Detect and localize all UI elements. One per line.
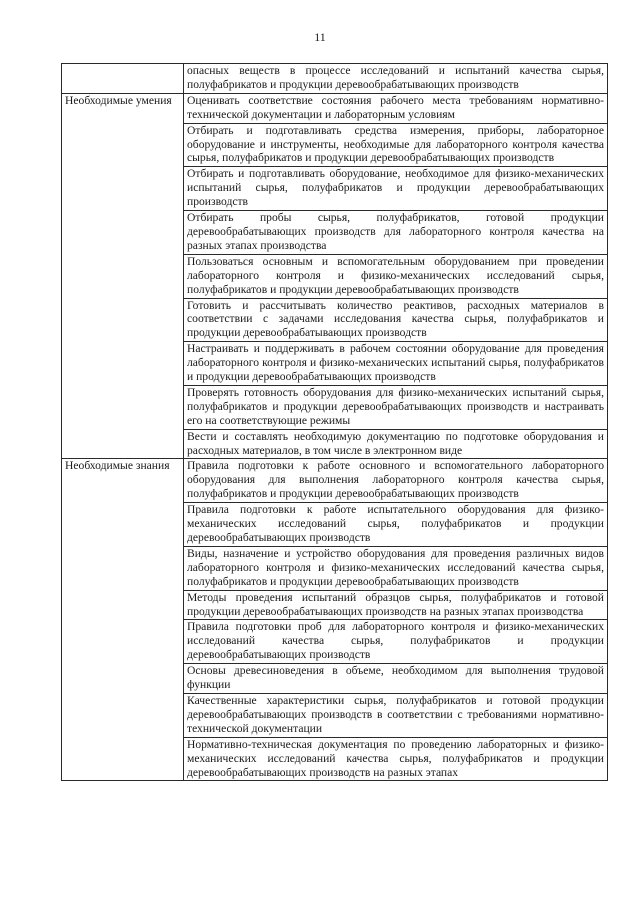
table-cell: опасных веществ в процессе исследований и испытаний качества сырья, полуфабрикатов и продукции деревообрабатывающих производств (184, 64, 608, 94)
page-number: 11 (314, 30, 326, 44)
table-cell: Оценивать соответствие состояния рабочего места требованиям нормативно-технической документации и лабораторным условиям (184, 93, 608, 123)
table-cell: Качественные характеристики сырья, полуфабрикатов и готовой продукции деревообрабатывающих производств в соответствии с требованиями нормативно-технической документации (184, 693, 608, 737)
label-cell-empty (62, 64, 184, 94)
table-row (62, 459, 608, 503)
table-cell: Отбирать и подготавливать средства измерения, приборы, лабораторное оборудование и инструменты, необходимые для лабораторного контроля качества сырья, полуфабрикатов и продукции деревообрабатывающих производств (184, 123, 608, 167)
table-cell: Виды, назначение и устройство оборудования для проведения различных видов лабораторного контроля и физико-механических исследований качества сырья, полуфабрикатов и продукции деревообрабатывающих производств (184, 546, 608, 590)
label-necessary-skills: Необходимые умения (62, 93, 184, 459)
table-cell: Отбирать пробы сырья, полуфабрикатов, готовой продукции деревообрабатывающих производств для лабораторного контроля качества на разных этапах производства (184, 211, 608, 255)
table-cell: Правила подготовки к работе основного и вспомогательного лабораторного оборудования для выполнения лабораторного контроля качества сырья, полуфабрикатов и продукции деревообрабатывающих производств (184, 459, 608, 503)
table-cell: Готовить и рассчитывать количество реактивов, расходных материалов в соответствии с задачами исследования качества сырья, полуфабрикатов и продукции деревообрабатывающих производств (184, 298, 608, 342)
table-cell: Отбирать и подготавливать оборудование, необходимое для физико-механических испытаний сырья, полуфабрикатов и продукции деревообрабатывающих производств (184, 167, 608, 211)
requirements-table (61, 63, 608, 781)
label-necessary-knowledge: Необходимые знания (62, 459, 184, 781)
table-cell: Вести и составлять необходимую документацию по подготовке оборудования и расходных материалов, в том числе в электронном виде (184, 429, 608, 459)
table-cell: Пользоваться основным и вспомогательным оборудованием при проведении лабораторного контроля и физико-механических исследований сырья, полуфабрикатов и продукции деревообрабатывающих производств (184, 254, 608, 298)
table-cell: Основы древесиноведения в объеме, необходимом для выполнения трудовой функции (184, 664, 608, 694)
table-cell: Правила подготовки к работе испытательного оборудования для физико-механических исследований сырья, полуфабрикатов и продукции деревообрабатывающих производств (184, 503, 608, 547)
table-cell: Методы проведения испытаний образцов сырья, полуфабрикатов и готовой продукции деревообрабатывающих производств на разных этапах производства (184, 590, 608, 620)
table-cell: Нормативно-техническая документация по проведению лабораторных и физико-механических исследований качества сырья, полуфабрикатов и продукции деревообрабатывающих производств на разных этапах (184, 737, 608, 781)
table-row (62, 64, 608, 94)
table-cell: Настраивать и поддерживать в рабочем состоянии оборудование для проведения лабораторного контроля и физико-механических испытаний сырья, полуфабрикатов и продукции деревообрабатывающих производств (184, 342, 608, 386)
table-cell: Проверять готовность оборудования для физико-механических испытаний сырья, полуфабрикатов и продукции деревообрабатывающих производств и настраивать его на соответствующие режимы (184, 385, 608, 429)
table-row (62, 93, 608, 123)
table-cell: Правила подготовки проб для лабораторного контроля и физико-механических исследований качества сырья, полуфабрикатов и продукции деревообрабатывающих производств (184, 620, 608, 664)
